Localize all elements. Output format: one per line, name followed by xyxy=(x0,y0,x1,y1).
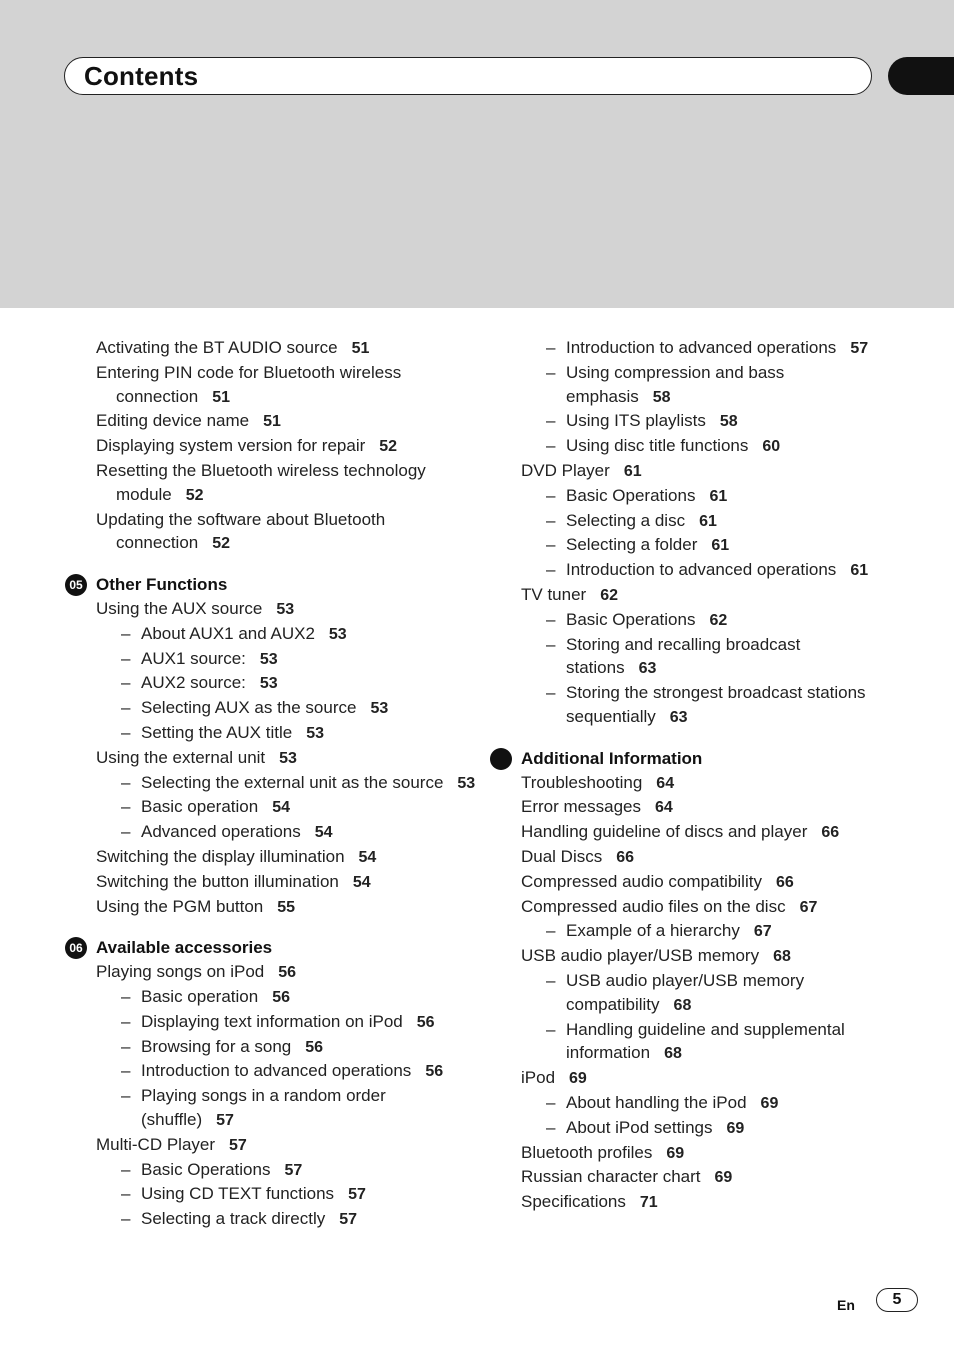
toc-page-number: 57 xyxy=(216,1111,234,1129)
toc-entry[interactable] xyxy=(96,845,476,870)
toc-entry-title: Selecting a folder xyxy=(566,535,698,555)
toc-entry[interactable] xyxy=(96,671,476,696)
dash-marker: – xyxy=(121,1086,131,1106)
dash-marker: – xyxy=(121,648,131,668)
toc-entry-title: Multi-CD Player xyxy=(96,1134,216,1154)
toc-entry-title: Basic operation xyxy=(141,986,259,1006)
toc-entry-title: Dual Discs xyxy=(521,846,603,866)
section-number-badge: 05 xyxy=(65,574,87,596)
toc-entry[interactable] xyxy=(521,771,881,796)
toc-entry-title: Selecting the external unit as the source xyxy=(141,772,444,792)
toc-entry-title: Introduction to advanced operations xyxy=(141,1061,412,1081)
toc-entry-title: iPod xyxy=(521,1068,556,1088)
page-title: Contents xyxy=(84,61,199,91)
toc-entry[interactable] xyxy=(96,895,476,920)
toc-entry[interactable] xyxy=(521,820,881,845)
toc-page-number: 57 xyxy=(284,1161,303,1179)
toc-entry[interactable] xyxy=(96,1182,476,1207)
toc-entry-title: Bluetooth profiles xyxy=(521,1142,653,1162)
toc-entry[interactable] xyxy=(96,1158,476,1183)
toc-entry-title: About AUX1 and AUX2 xyxy=(141,623,315,643)
toc-entry[interactable] xyxy=(96,960,476,985)
dash-marker: – xyxy=(546,436,556,456)
toc-entry-title: Browsing for a song xyxy=(141,1036,292,1056)
toc-entry-title: Using the PGM button xyxy=(96,896,264,916)
toc-entry[interactable] xyxy=(96,696,476,721)
toc-entry[interactable] xyxy=(521,944,881,969)
toc-page-number: 51 xyxy=(263,413,281,431)
toc-entry[interactable] xyxy=(521,509,881,534)
toc-entry[interactable] xyxy=(521,795,881,820)
toc-entry-title: Playing songs on iPod xyxy=(96,962,265,982)
toc-page-number: 53 xyxy=(259,650,278,668)
toc-entry-title: Using CD TEXT functions xyxy=(141,1184,335,1204)
toc-entry[interactable] xyxy=(521,608,881,633)
toc-entry-title: Basic Operations xyxy=(141,1159,271,1179)
toc-page-number: 58 xyxy=(652,388,671,406)
toc-entry[interactable] xyxy=(521,409,881,434)
toc-entry[interactable] xyxy=(521,583,881,608)
toc-entry[interactable] xyxy=(521,533,881,558)
toc-entry[interactable] xyxy=(521,434,881,459)
toc-entry[interactable] xyxy=(96,721,476,746)
toc-entry-title: Introduction to advanced operations xyxy=(566,338,837,357)
section-title: Additional Information xyxy=(521,748,703,768)
toc-entry-title: AUX1 source: xyxy=(141,648,246,668)
toc-section-heading xyxy=(521,747,881,771)
toc-entry[interactable] xyxy=(521,919,881,944)
toc-page-number: 69 xyxy=(569,1070,587,1088)
toc-entry[interactable] xyxy=(96,409,476,434)
dash-marker: – xyxy=(546,485,556,505)
toc-entry-title: Editing device name xyxy=(96,411,250,431)
toc-entry[interactable] xyxy=(96,1133,476,1158)
toc-page-number: 54 xyxy=(352,873,371,891)
toc-page-number: 57 xyxy=(348,1186,366,1204)
toc-entry-title: Storing and recalling broadcast stations xyxy=(566,634,801,678)
toc-page-number: 56 xyxy=(416,1013,435,1031)
section-tab-marker xyxy=(888,57,954,95)
toc-entry-title: Basic operation xyxy=(141,797,259,817)
toc-page-number: 56 xyxy=(272,988,290,1006)
dash-marker: – xyxy=(121,722,131,742)
dash-marker: – xyxy=(121,797,131,817)
dash-marker: – xyxy=(546,338,556,357)
toc-entry-title: Handling guideline of discs and player xyxy=(521,822,808,842)
toc-page-number: 69 xyxy=(666,1144,685,1162)
toc-entry[interactable] xyxy=(521,558,881,583)
toc-page-number: 66 xyxy=(616,848,635,866)
toc-entry-title: Specifications xyxy=(521,1192,626,1212)
toc-entry-title: Selecting AUX as the source xyxy=(141,698,357,718)
toc-entry-title: Displaying text information on iPod xyxy=(141,1011,403,1031)
toc-entry-title: Compressed audio compatibility xyxy=(521,871,762,891)
header-band xyxy=(0,0,954,308)
dash-marker: – xyxy=(546,1092,556,1112)
toc-section-heading xyxy=(69,573,476,597)
toc-left-column xyxy=(69,336,476,1232)
toc-page-number: 54 xyxy=(314,824,333,842)
toc-entry-title: Switching the display illumination xyxy=(96,846,345,866)
toc-page-number: 66 xyxy=(821,824,840,842)
toc-page-number: 54 xyxy=(358,848,377,866)
toc-entry-title: Selecting a track directly xyxy=(141,1209,326,1229)
toc-right-column xyxy=(521,336,881,1215)
toc-entry[interactable] xyxy=(96,647,476,672)
toc-page-number: 61 xyxy=(850,562,869,580)
toc-entry[interactable] xyxy=(96,771,476,796)
toc-entry-title: Playing songs in a random order (shuffle) xyxy=(141,1086,386,1129)
toc-entry[interactable] xyxy=(521,336,881,361)
toc-entry[interactable] xyxy=(521,1066,881,1091)
dash-marker: – xyxy=(121,986,131,1006)
toc-entry-title: Introduction to advanced operations xyxy=(566,560,837,580)
toc-entry[interactable] xyxy=(521,1165,881,1190)
toc-page-number: 53 xyxy=(370,700,389,718)
dash-marker: – xyxy=(546,970,556,990)
toc-page-number: 62 xyxy=(709,611,728,629)
toc-page-number: 56 xyxy=(305,1038,324,1056)
page-number: 5 xyxy=(876,1288,918,1312)
toc-entry-title: Activating the BT AUDIO source xyxy=(96,338,338,357)
toc-entry[interactable] xyxy=(521,1190,881,1215)
dash-marker: – xyxy=(121,1011,131,1031)
toc-page-number: 51 xyxy=(212,388,231,406)
toc-entry[interactable] xyxy=(96,1207,476,1232)
toc-entry[interactable] xyxy=(96,508,476,557)
toc-entry-title: Updating the software about Bluetooth connection xyxy=(96,509,386,553)
toc-entry-title: About iPod settings xyxy=(566,1117,713,1137)
section-number-badge: 06 xyxy=(65,937,87,959)
toc-entry[interactable] xyxy=(521,870,881,895)
dash-marker: – xyxy=(121,623,131,643)
toc-page-number: 53 xyxy=(328,625,347,643)
toc-entry[interactable] xyxy=(96,1010,476,1035)
dash-marker: – xyxy=(121,772,131,792)
dash-marker: – xyxy=(546,921,556,941)
toc-page-number: 55 xyxy=(277,898,296,916)
dash-marker: – xyxy=(546,1019,556,1039)
toc-page-number: 61 xyxy=(709,487,728,505)
toc-page-number: 53 xyxy=(457,774,476,792)
toc-entry[interactable] xyxy=(521,459,881,484)
toc-page-number: 64 xyxy=(656,774,675,792)
toc-page-number: 52 xyxy=(185,486,204,504)
toc-entry[interactable] xyxy=(96,434,476,459)
toc-page-number: 68 xyxy=(773,948,791,966)
toc-page-number: 57 xyxy=(850,340,869,357)
toc-page-number: 53 xyxy=(279,749,297,767)
dash-marker: – xyxy=(121,1209,131,1229)
toc-entry-title: Selecting a disc xyxy=(566,510,686,530)
toc-entry-title: Resetting the Bluetooth wireless technology module xyxy=(96,460,426,504)
toc-entry-title: Compressed audio files on the disc xyxy=(521,896,786,916)
toc-entry[interactable] xyxy=(96,795,476,820)
toc-entry-title: USB audio player/USB memory xyxy=(521,946,760,966)
toc-page-number: 53 xyxy=(306,724,324,742)
toc-page-number: 54 xyxy=(272,799,290,817)
toc-entry-title: Handling guideline and supplemental information xyxy=(566,1019,845,1063)
toc-entry-title: About handling the iPod xyxy=(566,1092,747,1112)
toc-entry[interactable] xyxy=(521,1018,881,1067)
toc-page-number: 60 xyxy=(762,438,781,456)
toc-entry[interactable] xyxy=(96,336,476,361)
toc-entry[interactable] xyxy=(96,1084,476,1133)
dash-marker: – xyxy=(121,1184,131,1204)
toc-page-number: 67 xyxy=(799,898,818,916)
toc-entry[interactable] xyxy=(521,1141,881,1166)
toc-entry-title: Switching the button illumination xyxy=(96,871,339,891)
toc-entry-title: Error messages xyxy=(521,797,641,817)
toc-entry-title: AUX2 source: xyxy=(141,673,246,693)
toc-entry-title: Storing the strongest broadcast stations sequentially xyxy=(566,683,866,726)
toc-entry-title: Using the AUX source xyxy=(96,598,263,618)
toc-page-number: 53 xyxy=(276,600,295,618)
toc-page-number: 53 xyxy=(259,675,278,693)
dash-marker: – xyxy=(121,673,131,693)
toc-page-number: 67 xyxy=(753,923,772,941)
toc-page-number: 57 xyxy=(339,1211,358,1229)
toc-entry[interactable] xyxy=(96,622,476,647)
toc-entry-title: Setting the AUX title xyxy=(141,722,293,742)
toc-page-number: 69 xyxy=(726,1119,745,1137)
toc-entry-title: Using compression and bass emphasis xyxy=(566,362,785,406)
toc-entry[interactable] xyxy=(521,633,881,682)
toc-entry-title: Using the external unit xyxy=(96,747,266,767)
toc-entry[interactable] xyxy=(96,870,476,895)
toc-entry[interactable] xyxy=(96,361,476,410)
toc-entry-title: Troubleshooting xyxy=(521,772,643,792)
toc-page-number: 51 xyxy=(351,340,370,357)
toc-page-number: 52 xyxy=(212,535,231,553)
toc-entry[interactable] xyxy=(96,1059,476,1084)
toc-entry[interactable] xyxy=(521,681,881,730)
toc-entry[interactable] xyxy=(521,969,881,1018)
toc-entry[interactable] xyxy=(96,1035,476,1060)
toc-entry-title: Basic Operations xyxy=(566,609,696,629)
toc-entry[interactable] xyxy=(521,484,881,509)
toc-entry-title: USB audio player/USB memory compatibility xyxy=(566,970,805,1014)
toc-entry[interactable] xyxy=(521,895,881,920)
toc-page-number: 63 xyxy=(638,660,657,678)
toc-entry-title: Displaying system version for repair xyxy=(96,436,366,456)
toc-entry-title: DVD Player xyxy=(521,460,610,480)
toc-page-number: 69 xyxy=(714,1169,733,1187)
toc-entry-title: Entering PIN code for Bluetooth wireless connection xyxy=(96,362,402,406)
toc-entry[interactable] xyxy=(96,985,476,1010)
toc-page-number: 56 xyxy=(278,964,297,982)
toc-entry-title: Advanced operations xyxy=(141,822,301,842)
toc-page-number: 69 xyxy=(760,1094,779,1112)
toc-entry-title: TV tuner xyxy=(521,584,587,604)
dash-marker: – xyxy=(121,1061,131,1081)
toc-page-number: 64 xyxy=(654,799,673,817)
toc-page-number: 68 xyxy=(673,996,692,1014)
toc-page-number: 68 xyxy=(664,1045,682,1063)
toc-entry-title: Using disc title functions xyxy=(566,436,749,456)
toc-page-number: 71 xyxy=(639,1194,658,1212)
toc-entry-title: Basic Operations xyxy=(566,485,696,505)
section-title: Available accessories xyxy=(96,938,273,958)
toc-entry-title: Using ITS playlists xyxy=(566,411,706,431)
dash-marker: – xyxy=(546,362,556,382)
dash-marker: – xyxy=(546,510,556,530)
toc-page-number: 63 xyxy=(669,708,688,726)
toc-page-number: 57 xyxy=(229,1136,247,1154)
toc-entry-title: Example of a hierarchy xyxy=(566,921,740,941)
dash-marker: – xyxy=(546,411,556,431)
toc-page-number: 56 xyxy=(425,1063,444,1081)
toc-entry[interactable] xyxy=(96,746,476,771)
toc-entry[interactable] xyxy=(521,845,881,870)
toc-page-number: 66 xyxy=(775,873,794,891)
toc-entry[interactable] xyxy=(96,459,476,508)
dash-marker: – xyxy=(121,1159,131,1179)
section-title: Other Functions xyxy=(96,575,228,595)
toc-page-number: 62 xyxy=(600,586,618,604)
toc-page-number: 58 xyxy=(719,413,738,431)
toc-entry[interactable] xyxy=(96,597,476,622)
toc-entry[interactable] xyxy=(521,361,881,410)
toc-entry[interactable] xyxy=(96,820,476,845)
dash-marker: – xyxy=(121,1036,131,1056)
dash-marker: – xyxy=(546,683,556,703)
toc-page-number: 52 xyxy=(379,438,398,456)
dash-marker: – xyxy=(546,1117,556,1137)
dash-marker: – xyxy=(546,560,556,580)
toc-entry-title: Russian character chart xyxy=(521,1167,701,1187)
dash-marker: – xyxy=(121,822,131,842)
toc-entry[interactable] xyxy=(521,1091,881,1116)
language-label: En xyxy=(837,1297,855,1313)
toc-section-heading xyxy=(69,936,476,960)
toc-page-number: 61 xyxy=(623,462,642,480)
toc-page-number: 61 xyxy=(711,537,730,555)
toc-page-number: 61 xyxy=(699,512,717,530)
dash-marker: – xyxy=(546,634,556,654)
section-number-badge xyxy=(490,748,512,770)
dash-marker: – xyxy=(546,535,556,555)
toc-entry[interactable] xyxy=(521,1116,881,1141)
dash-marker: – xyxy=(546,609,556,629)
dash-marker: – xyxy=(121,698,131,718)
